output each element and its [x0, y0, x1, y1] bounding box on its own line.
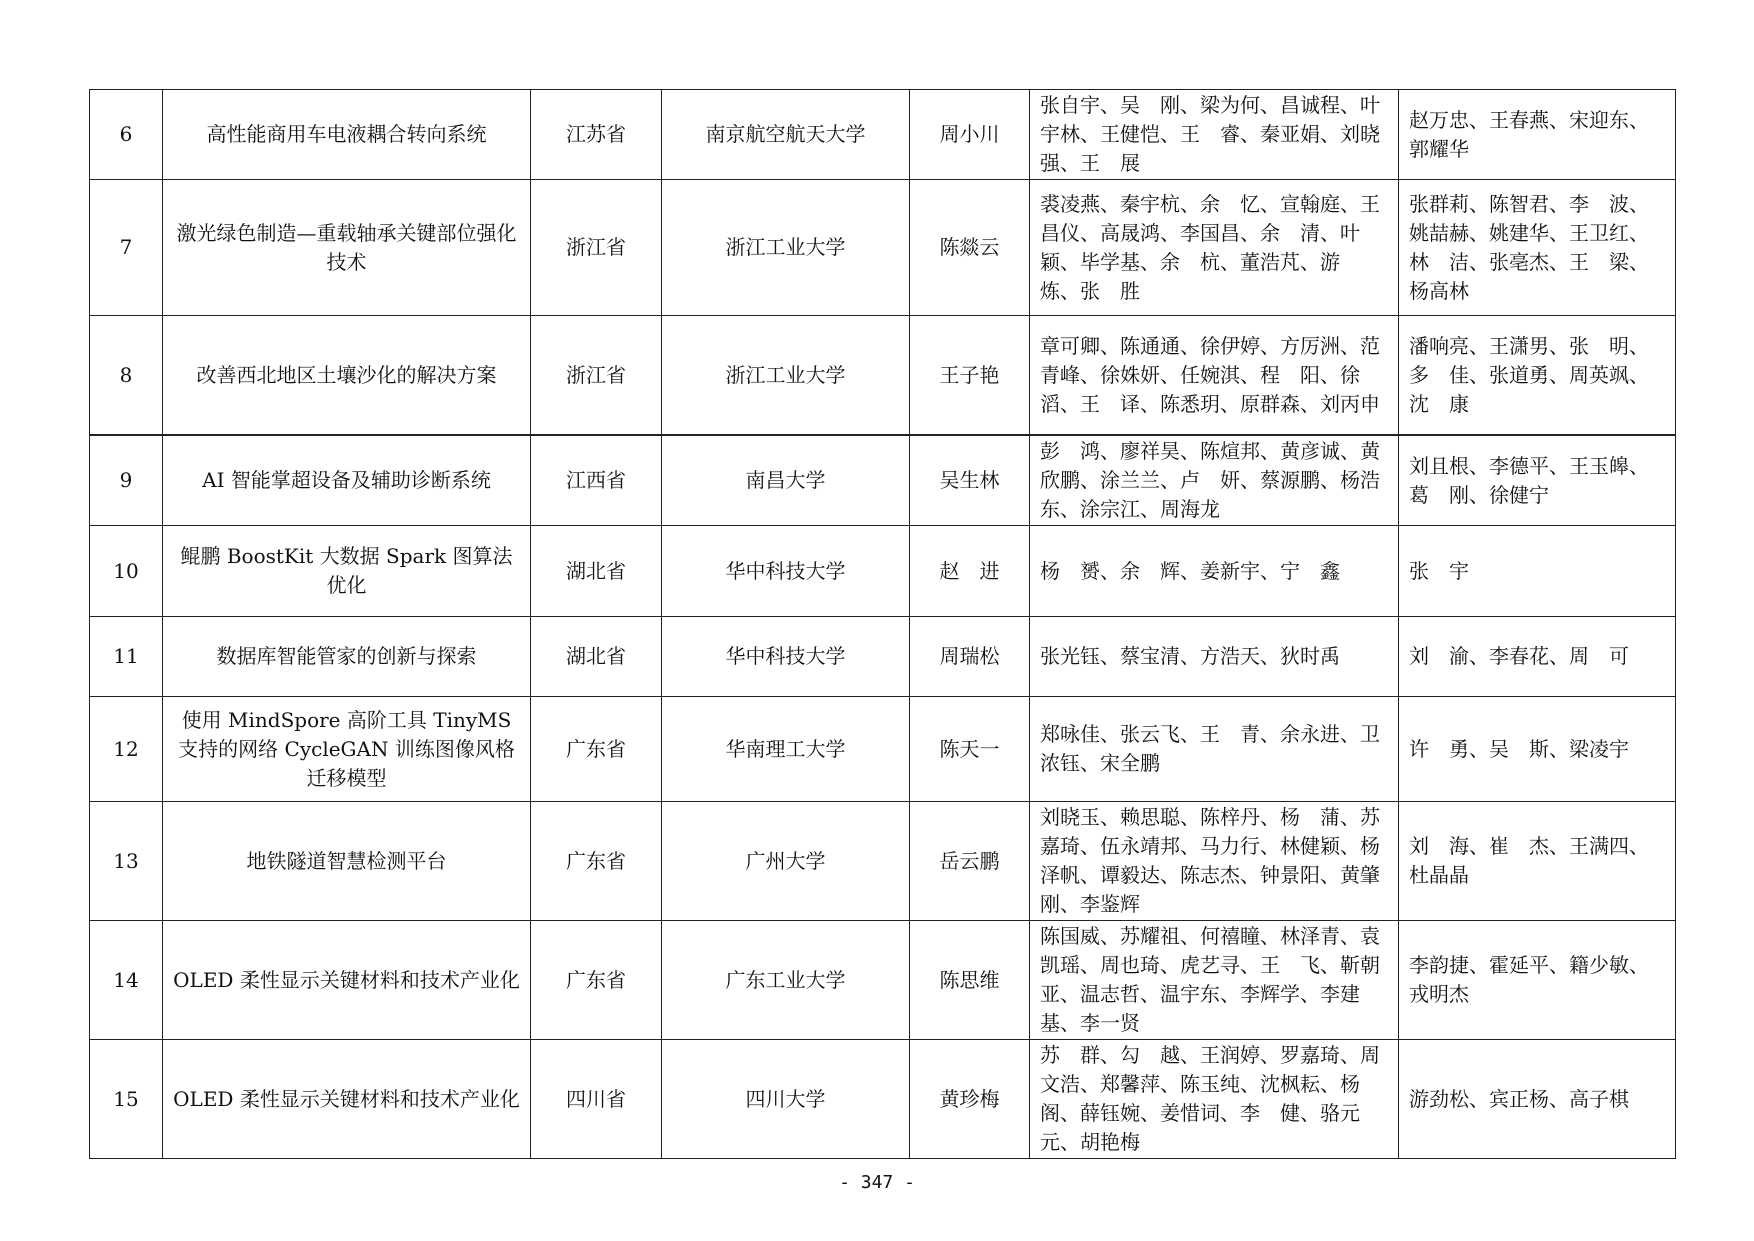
- team-members: 苏 群、勾 越、王润婷、罗嘉琦、周文浩、郑馨萍、陈玉纯、沈枫耘、杨 阁、薛钰婉、姜惜词、李 健、骆元元、胡艳梅: [1030, 1040, 1399, 1159]
- advisors: 李韵捷、霍延平、籍少敏、戎明杰: [1399, 921, 1676, 1040]
- province: 湖北省: [531, 617, 662, 697]
- team-leader: 岳云鹏: [910, 802, 1030, 921]
- team-leader: 陈燚云: [910, 180, 1030, 316]
- row-number: 11: [90, 617, 163, 697]
- team-members: 彭 鸿、廖祥昊、陈煊邦、黄彦诚、黄欣鹏、涂兰兰、卢 妍、蔡源鹏、杨浩东、涂宗江、周海龙: [1030, 435, 1399, 526]
- advisors: 刘且根、李德平、王玉皞、葛 刚、徐健宁: [1399, 435, 1676, 526]
- row-number: 12: [90, 697, 163, 802]
- table-row: [90, 802, 1676, 921]
- row-number: 7: [90, 180, 163, 316]
- row-number: 13: [90, 802, 163, 921]
- province: 浙江省: [531, 180, 662, 316]
- team-leader: 周小川: [910, 90, 1030, 180]
- table-row: [90, 435, 1676, 526]
- team-members: 裘凌燕、秦宇杭、余 忆、宣翰庭、王昌仪、高晟鸿、李国昌、余 清、叶 颖、毕学基、余 杭、董浩芃、游 炼、张 胜: [1030, 180, 1399, 316]
- project-title: OLED 柔性显示关键材料和技术产业化: [163, 921, 531, 1040]
- project-title: 地铁隧道智慧检测平台: [163, 802, 531, 921]
- school: 华中科技大学: [662, 526, 910, 617]
- province: 四川省: [531, 1040, 662, 1159]
- row-number: 9: [90, 435, 163, 526]
- table-row: [90, 180, 1676, 316]
- table-row: [90, 697, 1676, 802]
- team-members: 郑咏佳、张云飞、王 青、余永进、卫浓钰、宋全鹏: [1030, 697, 1399, 802]
- team-members: 刘晓玉、赖思聪、陈梓丹、杨 蒲、苏嘉琦、伍永靖邦、马力行、林健颖、杨泽帆、谭毅达、陈志杰、钟景阳、黄肇刚、李鉴辉: [1030, 802, 1399, 921]
- team-members: 张自宇、吴 刚、梁为何、昌诚程、叶宇林、王健恺、王 睿、秦亚娟、刘晓强、王 展: [1030, 90, 1399, 180]
- school: 广州大学: [662, 802, 910, 921]
- project-title: 使用 MindSpore 高阶工具 TinyMS 支持的网络 CycleGAN 训练图像风格迁移模型: [163, 697, 531, 802]
- advisors: 刘 海、崔 杰、王满四、杜晶晶: [1399, 802, 1676, 921]
- province: 广东省: [531, 921, 662, 1040]
- team-leader: 陈天一: [910, 697, 1030, 802]
- award-table: [89, 89, 1676, 1159]
- advisors: 张 宇: [1399, 526, 1676, 617]
- advisors: 赵万忠、王春燕、宋迎东、郭耀华: [1399, 90, 1676, 180]
- row-number: 10: [90, 526, 163, 617]
- project-title: 激光绿色制造—重载轴承关键部位强化技术: [163, 180, 531, 316]
- table-row: [90, 617, 1676, 697]
- row-number: 14: [90, 921, 163, 1040]
- advisors: 刘 渝、李春花、周 可: [1399, 617, 1676, 697]
- team-leader: 周瑞松: [910, 617, 1030, 697]
- province: 广东省: [531, 802, 662, 921]
- team-members: 章可卿、陈通通、徐伊婷、方厉洲、范青峰、徐姝妍、任婉淇、程 阳、徐 滔、王 译、陈悉玥、原群森、刘丙申: [1030, 316, 1399, 436]
- table-row: [90, 316, 1676, 436]
- advisors: 张群莉、陈智君、李 波、姚喆赫、姚建华、王卫红、林 洁、张亳杰、王 梁、杨高林: [1399, 180, 1676, 316]
- team-leader: 陈思维: [910, 921, 1030, 1040]
- advisors: 潘响亮、王潇男、张 明、多 佳、张道勇、周英飒、沈 康: [1399, 316, 1676, 436]
- team-leader: 黄珍梅: [910, 1040, 1030, 1159]
- row-number: 15: [90, 1040, 163, 1159]
- team-leader: 吴生林: [910, 435, 1030, 526]
- project-title: 改善西北地区土壤沙化的解决方案: [163, 316, 531, 436]
- project-title: OLED 柔性显示关键材料和技术产业化: [163, 1040, 531, 1159]
- school: 四川大学: [662, 1040, 910, 1159]
- project-title: 高性能商用车电液耦合转向系统: [163, 90, 531, 180]
- school: 浙江工业大学: [662, 180, 910, 316]
- row-number: 6: [90, 90, 163, 180]
- project-title: 鲲鹏 BoostKit 大数据 Spark 图算法优化: [163, 526, 531, 617]
- table-row: [90, 526, 1676, 617]
- province: 江西省: [531, 435, 662, 526]
- province: 江苏省: [531, 90, 662, 180]
- school: 浙江工业大学: [662, 316, 910, 436]
- advisors: 游劲松、宾正杨、高子棋: [1399, 1040, 1676, 1159]
- table-row: [90, 1040, 1676, 1159]
- province: 湖北省: [531, 526, 662, 617]
- province: 浙江省: [531, 316, 662, 436]
- school: 南京航空航天大学: [662, 90, 910, 180]
- school: 华南理工大学: [662, 697, 910, 802]
- project-title: 数据库智能管家的创新与探索: [163, 617, 531, 697]
- school: 南昌大学: [662, 435, 910, 526]
- team-members: 陈国威、苏耀祖、何禧瞳、林泽青、袁凯瑶、周也琦、虎艺寻、王 飞、靳朝亚、温志哲、温宇东、李辉学、李建基、李一贤: [1030, 921, 1399, 1040]
- school: 广东工业大学: [662, 921, 910, 1040]
- table-row: [90, 921, 1676, 1040]
- team-members: 张光钰、蔡宝清、方浩天、狄时禹: [1030, 617, 1399, 697]
- project-title: AI 智能掌超设备及辅助诊断系统: [163, 435, 531, 526]
- advisors: 许 勇、吴 斯、梁凌宇: [1399, 697, 1676, 802]
- table-row: [90, 90, 1676, 180]
- team-leader: 赵 进: [910, 526, 1030, 617]
- team-leader: 王子艳: [910, 316, 1030, 436]
- school: 华中科技大学: [662, 617, 910, 697]
- row-number: 8: [90, 316, 163, 436]
- page-number: - 347 -: [839, 1172, 915, 1193]
- province: 广东省: [531, 697, 662, 802]
- team-members: 杨 赟、余 辉、姜新宇、宁 鑫: [1030, 526, 1399, 617]
